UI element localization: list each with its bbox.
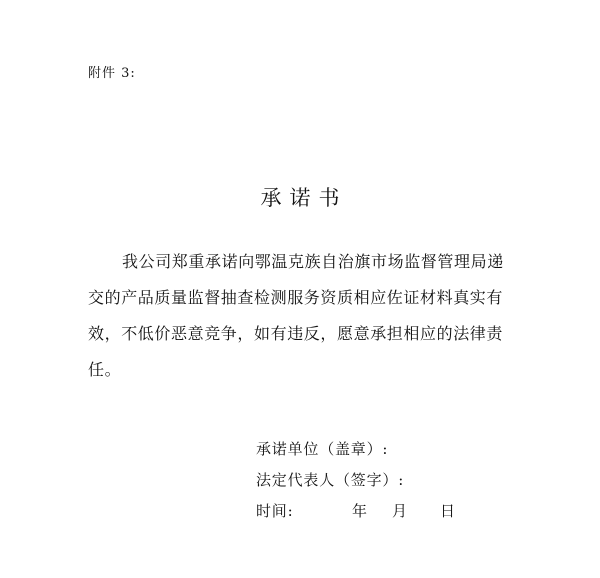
- body-line: 我公司郑重承诺向鄂温克族自治旗市场监督管理局递: [122, 252, 504, 271]
- date-line: [256, 496, 456, 527]
- time-label: 时间:: [256, 502, 294, 520]
- body-line: 交的产品质量监督抽查检测服务资质相应佐证材料真实有: [88, 288, 504, 307]
- day-label: 日: [440, 502, 456, 520]
- committing-unit-label: 承诺单位（盖章）:: [256, 440, 389, 458]
- month-label: 月: [392, 502, 408, 520]
- body-line: 效，不低价恶意竞争，如有违反，愿意承担相应的法律责任。: [88, 324, 504, 379]
- commitment-body: [88, 244, 520, 388]
- year-label: 年: [352, 502, 368, 520]
- legal-representative-label: 法定代表人（签字）:: [256, 471, 405, 489]
- document-title: 承诺书: [260, 186, 348, 210]
- signature-block: [256, 434, 456, 527]
- attachment-label: 附件 3:: [88, 66, 136, 81]
